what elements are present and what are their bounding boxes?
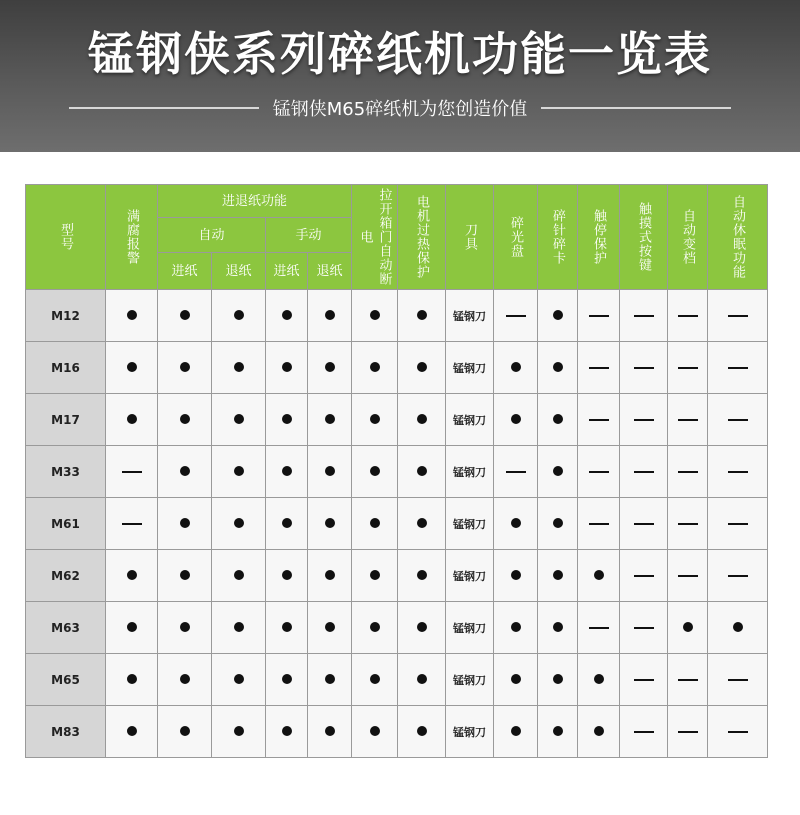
supported-dot-icon — [417, 726, 427, 736]
feature-cell — [212, 706, 266, 758]
feature-cell — [446, 446, 494, 498]
header-feed-group: 进退纸功能 — [158, 185, 352, 218]
supported-dot-icon — [553, 518, 563, 528]
supported-dot-icon — [511, 570, 521, 580]
feature-cell — [620, 498, 668, 550]
unsupported-dash-icon — [506, 315, 526, 317]
feature-cell — [668, 290, 708, 342]
unsupported-dash-icon — [122, 523, 142, 525]
blade-type-text: 锰钢刀 — [453, 621, 487, 635]
header-model: 型号 — [26, 185, 106, 290]
table-row — [26, 602, 768, 654]
supported-dot-icon — [511, 622, 521, 632]
unsupported-dash-icon — [678, 731, 698, 733]
table-row — [26, 550, 768, 602]
header-motor-protect: 电机过热保护 — [398, 185, 446, 290]
feature-cell — [158, 498, 212, 550]
feature-cell — [620, 550, 668, 602]
model-cell: M83 — [26, 706, 106, 758]
unsupported-dash-icon — [634, 315, 654, 317]
feature-cell — [158, 342, 212, 394]
feature-cell — [494, 602, 538, 654]
unsupported-dash-icon — [728, 367, 748, 369]
feature-cell — [668, 342, 708, 394]
feature-cell — [398, 342, 446, 394]
blade-type-text: 锰钢刀 — [453, 673, 487, 687]
feature-cell — [398, 446, 446, 498]
supported-dot-icon — [417, 674, 427, 684]
feature-cell — [308, 602, 352, 654]
feature-cell — [352, 550, 398, 602]
blade-type-text: 锰钢刀 — [453, 361, 487, 375]
feature-cell — [538, 550, 578, 602]
blade-type-text: 锰钢刀 — [453, 517, 487, 531]
unsupported-dash-icon — [678, 575, 698, 577]
header-door-cutoff: 拉开箱门自动断电 — [352, 185, 398, 290]
unsupported-dash-icon — [678, 419, 698, 421]
feature-cell — [446, 394, 494, 446]
feature-cell — [578, 550, 620, 602]
feature-cell — [708, 446, 768, 498]
header-touch-protect: 触停保护 — [578, 185, 620, 290]
model-cell: M62 — [26, 550, 106, 602]
table-row — [26, 394, 768, 446]
supported-dot-icon — [594, 570, 604, 580]
feature-cell — [538, 290, 578, 342]
unsupported-dash-icon — [728, 575, 748, 577]
feature-cell — [446, 342, 494, 394]
feature-cell — [106, 602, 158, 654]
supported-dot-icon — [553, 310, 563, 320]
page-title: 锰钢侠系列碎纸机功能一览表 — [88, 27, 712, 81]
model-cell: M63 — [26, 602, 106, 654]
supported-dot-icon — [370, 414, 380, 424]
model-cell: M33 — [26, 446, 106, 498]
feature-cell — [266, 290, 308, 342]
feature-cell — [352, 446, 398, 498]
supported-dot-icon — [180, 362, 190, 372]
supported-dot-icon — [180, 674, 190, 684]
table-row — [26, 706, 768, 758]
feature-cell — [266, 602, 308, 654]
feature-cell — [308, 550, 352, 602]
model-cell: M16 — [26, 342, 106, 394]
header-manual-feed: 进纸 — [266, 253, 308, 290]
supported-dot-icon — [325, 674, 335, 684]
supported-dot-icon — [553, 466, 563, 476]
feature-cell — [446, 498, 494, 550]
feature-cell — [538, 706, 578, 758]
feature-cell — [668, 498, 708, 550]
feature-cell — [212, 498, 266, 550]
model-cell: M17 — [26, 394, 106, 446]
supported-dot-icon — [180, 466, 190, 476]
feature-cell — [668, 602, 708, 654]
feature-cell — [538, 602, 578, 654]
blade-type-text: 锰钢刀 — [453, 413, 487, 427]
feature-cell — [398, 550, 446, 602]
header-auto-gear: 自动变档 — [668, 185, 708, 290]
feature-cell — [266, 654, 308, 706]
header-auto-sleep: 自动休眠功能 — [708, 185, 768, 290]
header-touch-keys: 触摸式按键 — [620, 185, 668, 290]
supported-dot-icon — [553, 570, 563, 580]
supported-dot-icon — [325, 414, 335, 424]
feature-cell — [446, 602, 494, 654]
unsupported-dash-icon — [589, 315, 609, 317]
feature-cell — [446, 550, 494, 602]
feature-cell — [266, 498, 308, 550]
feature-cell — [308, 446, 352, 498]
supported-dot-icon — [234, 310, 244, 320]
unsupported-dash-icon — [634, 471, 654, 473]
unsupported-dash-icon — [728, 471, 748, 473]
supported-dot-icon — [180, 726, 190, 736]
feature-cell — [620, 706, 668, 758]
feature-cell — [352, 290, 398, 342]
supported-dot-icon — [282, 674, 292, 684]
feature-cell — [578, 498, 620, 550]
subtitle-row — [0, 96, 800, 120]
supported-dot-icon — [127, 414, 137, 424]
feature-cell — [266, 342, 308, 394]
feature-cell — [398, 654, 446, 706]
feature-cell — [352, 602, 398, 654]
header-auto-back: 退纸 — [212, 253, 266, 290]
supported-dot-icon — [325, 310, 335, 320]
feature-cell — [620, 394, 668, 446]
feature-cell — [578, 290, 620, 342]
subtitle-rule-right — [541, 107, 731, 109]
feature-cell — [352, 498, 398, 550]
supported-dot-icon — [282, 362, 292, 372]
supported-dot-icon — [417, 518, 427, 528]
feature-cell — [158, 706, 212, 758]
supported-dot-icon — [234, 518, 244, 528]
supported-dot-icon — [234, 466, 244, 476]
supported-dot-icon — [370, 466, 380, 476]
supported-dot-icon — [127, 570, 137, 580]
unsupported-dash-icon — [678, 471, 698, 473]
feature-cell — [266, 706, 308, 758]
feature-cell — [106, 550, 158, 602]
supported-dot-icon — [325, 518, 335, 528]
feature-cell — [620, 446, 668, 498]
feature-cell — [212, 602, 266, 654]
feature-cell — [212, 342, 266, 394]
feature-cell — [398, 290, 446, 342]
supported-dot-icon — [180, 414, 190, 424]
subtitle-rule-left — [69, 107, 259, 109]
supported-dot-icon — [325, 466, 335, 476]
unsupported-dash-icon — [589, 367, 609, 369]
feature-cell — [308, 706, 352, 758]
unsupported-dash-icon — [634, 523, 654, 525]
table-row — [26, 446, 768, 498]
supported-dot-icon — [417, 466, 427, 476]
feature-cell — [578, 654, 620, 706]
supported-dot-icon — [282, 570, 292, 580]
feature-cell — [538, 342, 578, 394]
table-row — [26, 654, 768, 706]
feature-cell — [158, 654, 212, 706]
supported-dot-icon — [553, 622, 563, 632]
feature-cell — [620, 290, 668, 342]
feature-cell — [578, 602, 620, 654]
blade-type-text: 锰钢刀 — [453, 309, 487, 323]
supported-dot-icon — [282, 310, 292, 320]
unsupported-dash-icon — [678, 315, 698, 317]
supported-dot-icon — [180, 622, 190, 632]
supported-dot-icon — [127, 362, 137, 372]
feature-cell — [398, 602, 446, 654]
feature-cell — [106, 706, 158, 758]
table-row — [26, 342, 768, 394]
feature-cell — [308, 394, 352, 446]
feature-cell — [308, 342, 352, 394]
supported-dot-icon — [282, 726, 292, 736]
feature-cell — [538, 498, 578, 550]
feature-cell — [158, 550, 212, 602]
feature-cell — [538, 654, 578, 706]
unsupported-dash-icon — [728, 731, 748, 733]
header-full-alarm: 满腐报警 — [106, 185, 158, 290]
supported-dot-icon — [325, 570, 335, 580]
blade-type-text: 锰钢刀 — [453, 465, 487, 479]
unsupported-dash-icon — [634, 627, 654, 629]
feature-cell — [708, 290, 768, 342]
unsupported-dash-icon — [728, 523, 748, 525]
supported-dot-icon — [282, 622, 292, 632]
feature-cell — [668, 446, 708, 498]
feature-cell — [494, 498, 538, 550]
unsupported-dash-icon — [506, 471, 526, 473]
feature-cell — [494, 706, 538, 758]
feature-cell — [708, 706, 768, 758]
supported-dot-icon — [417, 570, 427, 580]
feature-cell — [446, 706, 494, 758]
supported-dot-icon — [180, 518, 190, 528]
feature-cell — [620, 342, 668, 394]
supported-dot-icon — [282, 414, 292, 424]
unsupported-dash-icon — [728, 419, 748, 421]
supported-dot-icon — [417, 310, 427, 320]
feature-cell — [212, 550, 266, 602]
feature-cell — [308, 654, 352, 706]
feature-cell — [446, 654, 494, 706]
feature-cell — [494, 654, 538, 706]
supported-dot-icon — [370, 310, 380, 320]
supported-dot-icon — [180, 570, 190, 580]
supported-dot-icon — [417, 622, 427, 632]
feature-cell — [106, 498, 158, 550]
feature-cell — [106, 394, 158, 446]
unsupported-dash-icon — [634, 731, 654, 733]
feature-cell — [668, 394, 708, 446]
supported-dot-icon — [325, 622, 335, 632]
feature-cell — [578, 706, 620, 758]
supported-dot-icon — [282, 518, 292, 528]
supported-dot-icon — [282, 466, 292, 476]
supported-dot-icon — [180, 310, 190, 320]
feature-cell — [308, 290, 352, 342]
feature-cell — [578, 342, 620, 394]
model-cell: M12 — [26, 290, 106, 342]
unsupported-dash-icon — [678, 523, 698, 525]
feature-cell — [266, 394, 308, 446]
supported-dot-icon — [594, 674, 604, 684]
feature-cell — [494, 394, 538, 446]
header-manual-back: 退纸 — [308, 253, 352, 290]
feature-cell — [106, 290, 158, 342]
unsupported-dash-icon — [589, 419, 609, 421]
unsupported-dash-icon — [634, 575, 654, 577]
supported-dot-icon — [325, 362, 335, 372]
feature-cell — [398, 394, 446, 446]
feature-cell — [668, 654, 708, 706]
header-pin-shred: 碎针碎卡 — [538, 185, 578, 290]
table-body — [26, 290, 768, 758]
feature-cell — [494, 290, 538, 342]
feature-cell — [212, 446, 266, 498]
feature-cell — [158, 290, 212, 342]
supported-dot-icon — [553, 414, 563, 424]
feature-cell — [266, 550, 308, 602]
supported-dot-icon — [234, 726, 244, 736]
supported-dot-icon — [127, 674, 137, 684]
feature-cell — [538, 394, 578, 446]
supported-dot-icon — [733, 622, 743, 632]
supported-dot-icon — [325, 726, 335, 736]
feature-cell — [494, 446, 538, 498]
feature-cell — [158, 602, 212, 654]
unsupported-dash-icon — [634, 419, 654, 421]
supported-dot-icon — [234, 362, 244, 372]
unsupported-dash-icon — [589, 523, 609, 525]
feature-cell — [446, 290, 494, 342]
supported-dot-icon — [370, 362, 380, 372]
table-row — [26, 498, 768, 550]
supported-dot-icon — [511, 362, 521, 372]
feature-cell — [578, 394, 620, 446]
unsupported-dash-icon — [728, 315, 748, 317]
feature-cell — [494, 550, 538, 602]
feature-cell — [620, 654, 668, 706]
feature-cell — [708, 654, 768, 706]
blade-type-text: 锰钢刀 — [453, 569, 487, 583]
feature-cell — [668, 550, 708, 602]
model-cell: M61 — [26, 498, 106, 550]
feature-cell — [308, 498, 352, 550]
feature-cell — [398, 498, 446, 550]
unsupported-dash-icon — [589, 627, 609, 629]
supported-dot-icon — [127, 310, 137, 320]
table-row — [26, 290, 768, 342]
feature-cell — [398, 706, 446, 758]
supported-dot-icon — [127, 622, 137, 632]
unsupported-dash-icon — [678, 679, 698, 681]
supported-dot-icon — [553, 674, 563, 684]
supported-dot-icon — [511, 518, 521, 528]
supported-dot-icon — [553, 362, 563, 372]
unsupported-dash-icon — [678, 367, 698, 369]
header-manual-group: 手动 — [266, 218, 352, 253]
supported-dot-icon — [553, 726, 563, 736]
supported-dot-icon — [234, 622, 244, 632]
feature-table — [25, 184, 768, 758]
header-auto-feed: 进纸 — [158, 253, 212, 290]
feature-cell — [708, 498, 768, 550]
supported-dot-icon — [683, 622, 693, 632]
feature-cell — [158, 446, 212, 498]
supported-dot-icon — [370, 622, 380, 632]
feature-cell — [352, 706, 398, 758]
feature-cell — [212, 394, 266, 446]
supported-dot-icon — [417, 414, 427, 424]
supported-dot-icon — [594, 726, 604, 736]
feature-cell — [158, 394, 212, 446]
supported-dot-icon — [127, 726, 137, 736]
feature-cell — [708, 342, 768, 394]
unsupported-dash-icon — [634, 679, 654, 681]
header-cd-shred: 碎光盘 — [494, 185, 538, 290]
feature-cell — [538, 446, 578, 498]
feature-cell — [352, 394, 398, 446]
supported-dot-icon — [234, 570, 244, 580]
page-subtitle: 锰钢侠M65碎纸机为您创造价值 — [272, 99, 528, 120]
feature-cell — [212, 654, 266, 706]
unsupported-dash-icon — [122, 471, 142, 473]
feature-cell — [106, 342, 158, 394]
header-blade: 刀具 — [446, 185, 494, 290]
feature-table-wrapper — [25, 184, 767, 744]
feature-cell — [620, 602, 668, 654]
model-cell: M65 — [26, 654, 106, 706]
feature-cell — [494, 342, 538, 394]
supported-dot-icon — [370, 726, 380, 736]
unsupported-dash-icon — [589, 471, 609, 473]
supported-dot-icon — [370, 518, 380, 528]
feature-cell — [578, 446, 620, 498]
header-auto-group: 自动 — [158, 218, 266, 253]
feature-cell — [708, 394, 768, 446]
unsupported-dash-icon — [634, 367, 654, 369]
supported-dot-icon — [370, 674, 380, 684]
feature-cell — [668, 706, 708, 758]
supported-dot-icon — [234, 674, 244, 684]
supported-dot-icon — [511, 674, 521, 684]
feature-cell — [106, 446, 158, 498]
supported-dot-icon — [370, 570, 380, 580]
supported-dot-icon — [234, 414, 244, 424]
feature-cell — [212, 290, 266, 342]
supported-dot-icon — [417, 362, 427, 372]
feature-cell — [106, 654, 158, 706]
feature-cell — [352, 342, 398, 394]
feature-cell — [266, 446, 308, 498]
supported-dot-icon — [511, 726, 521, 736]
unsupported-dash-icon — [728, 679, 748, 681]
blade-type-text: 锰钢刀 — [453, 725, 487, 739]
feature-cell — [352, 654, 398, 706]
feature-cell — [708, 550, 768, 602]
feature-cell — [708, 602, 768, 654]
title-banner — [0, 0, 800, 152]
supported-dot-icon — [511, 414, 521, 424]
